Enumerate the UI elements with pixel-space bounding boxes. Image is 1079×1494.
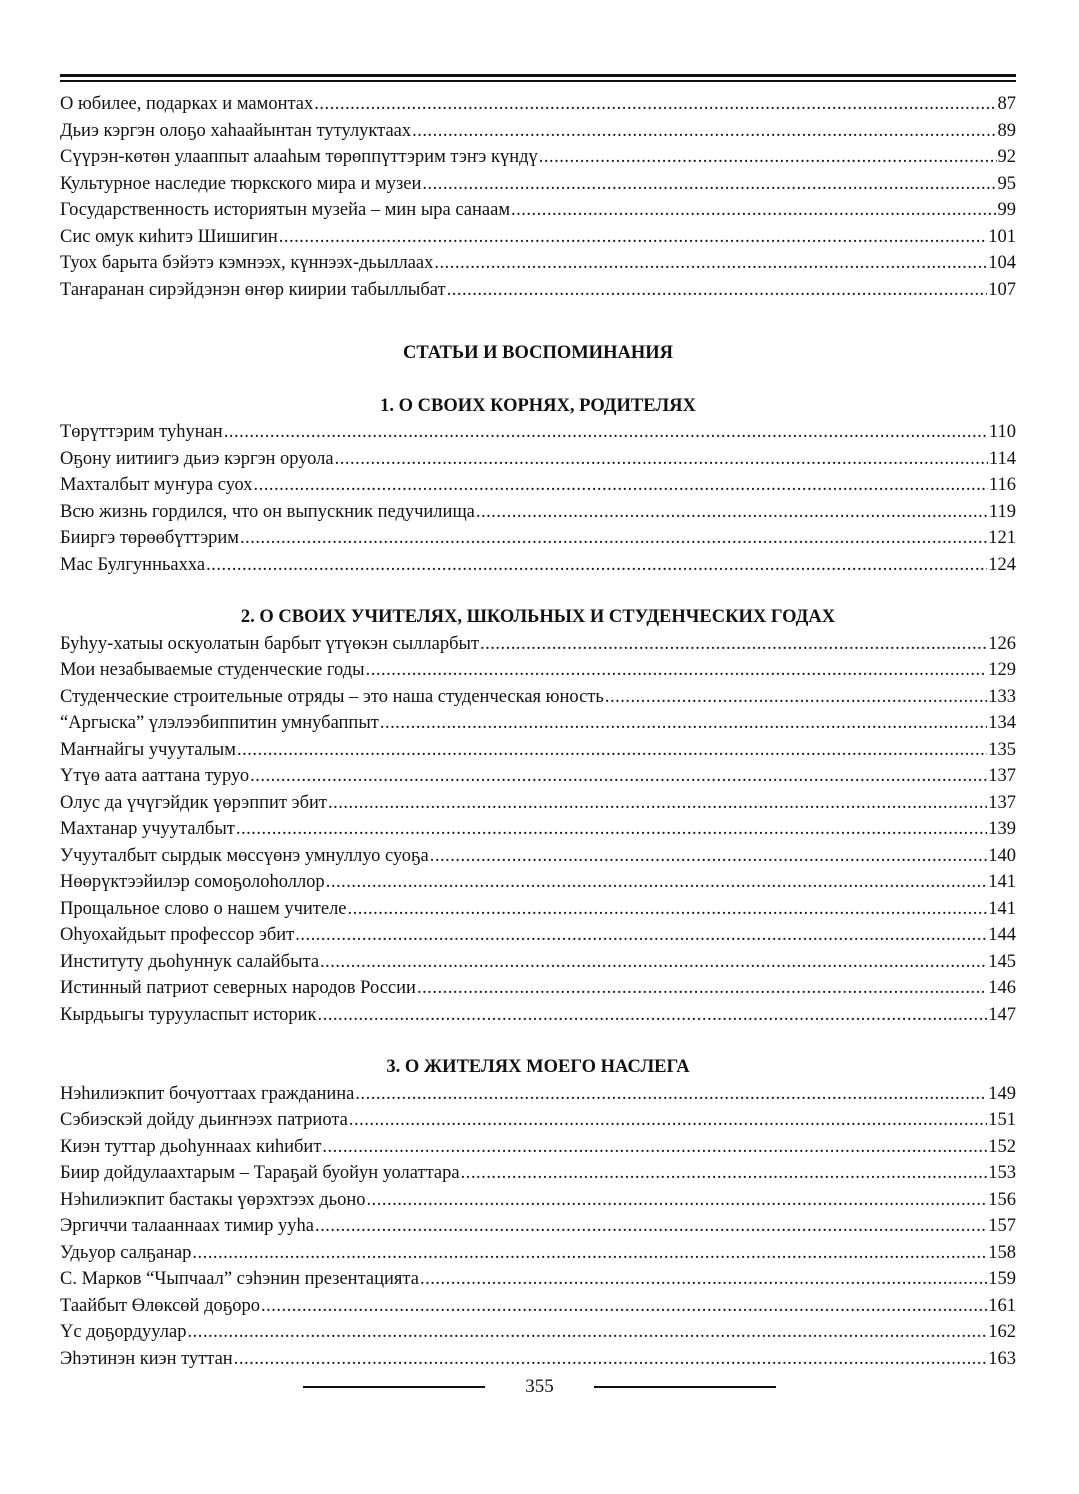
entry-title: Буһуу-хатыы оскуолатын барбыт үтүөкэн сылларбыт [60,633,480,654]
entry-page: 162 [988,1322,1016,1342]
toc-entry [60,737,1016,764]
dot-leader [322,1134,987,1161]
entry-page: 151 [988,1110,1016,1130]
entry-page: 158 [988,1242,1016,1263]
entry-title: Культурное наследие тюркского мира и музеи [60,173,422,194]
entry-page: 107 [988,279,1016,300]
entry-title: Сис омук киһитэ Шишигин [60,226,278,247]
entry-title: Бииргэ төрөөбүттэрим [60,528,240,548]
dot-leader [328,790,987,817]
toc-entry [60,277,1016,304]
entry-page: 124 [988,554,1016,575]
entry-title: Нэһилиэкпит бастакы үөрэхтээх дьоно [60,1189,366,1210]
entry-page: 137 [988,792,1016,813]
entry-page: 101 [988,226,1016,247]
entry-page: 144 [988,925,1016,945]
entry-title: Олус да үчүгэйдик үөрэппит эбит [60,792,327,813]
dot-leader [236,816,987,843]
toc-entry [60,1134,1016,1161]
toc-entry [60,710,1016,737]
toc-entry [60,499,1016,526]
top-rule-thin [60,80,1016,82]
entry-page: 92 [997,147,1016,167]
toc-entry [60,1107,1016,1134]
dot-leader [254,472,988,499]
entry-title: Нөөрүктээйилэр сомоҕолоһоллор [60,872,325,892]
section-heading: 1. О СВОИХ КОРНЯХ, РОДИТЕЛЯХ [380,395,696,416]
entry-page: 139 [988,819,1016,839]
entry-title: Истинный патриот северных народов России [60,978,416,998]
entry-page: 157 [988,1216,1016,1236]
entry-page: 134 [988,713,1016,733]
entry-page: 163 [988,1348,1016,1369]
entry-page: 159 [988,1269,1016,1289]
dot-leader [434,250,987,277]
top-rule-thick [60,74,1016,77]
dot-leader [461,1160,988,1187]
dot-leader [318,1002,988,1029]
entry-page: 121 [988,528,1016,548]
entry-title: О юбилее, подарках и мамонтах [60,94,314,114]
toc-entry [60,896,1016,923]
entry-title: Нэһилиэкпит бочуоттаах гражданина [60,1083,355,1104]
toc-entry [60,1081,1016,1108]
toc-entry [60,631,1016,658]
dot-leader [366,657,988,684]
entry-title: Государственность историятын музейа – мин ыра санаам [60,200,511,220]
entry-page: 152 [988,1136,1016,1157]
entry-page: 141 [988,898,1016,919]
dot-leader [430,843,988,870]
entry-title: С. Марков “Чыпчаал” сэһэнин презентацията [60,1269,419,1289]
entry-page: 95 [997,173,1016,194]
entry-title: Студенческие строительные отряды – это наша студенческая юность [60,686,604,707]
dot-leader [476,499,988,526]
toc-entry [60,975,1016,1002]
entry-page: 89 [997,120,1016,141]
footer-rule-right [594,1386,776,1388]
entry-title: Всю жизнь гордился, что он выпускник педучилища [60,501,475,522]
entry-title: Махталбыт муҥура суох [60,475,253,495]
spacer [60,578,1016,604]
entry-title: Махтанар учууталбыт [60,819,235,839]
dot-leader [295,922,987,949]
entry-page: 149 [988,1083,1016,1104]
entry-page: 137 [988,766,1016,786]
toc-entry [60,144,1016,171]
entry-title: Киэн туттар дьоһуннаах киһибит [60,1136,322,1157]
entry-title: Туох барыта бэйэтэ кэмнээх, күннээх-дьыллаах [60,253,434,273]
toc-entry [60,1187,1016,1214]
toc-entry [60,922,1016,949]
toc-entry [60,525,1016,552]
entry-title: Эһэтинэн киэн туттан [60,1348,233,1369]
toc-entry [60,1213,1016,1240]
entry-page: 141 [988,872,1016,892]
entry-title: Кырдьыгы туруулаcпыт историк [60,1004,317,1025]
toc-entry [60,419,1016,446]
toc-entry [60,552,1016,579]
toc-entry [60,949,1016,976]
spacer [60,1028,1016,1054]
dot-leader [349,1107,987,1134]
dot-leader [355,1081,987,1108]
entry-title: Эргиччи талааннаах тимир ууһа [60,1216,314,1236]
entry-page: 116 [988,475,1016,495]
entry-title: “Аргыска” үлэлээбиппитин умнубаппыт [60,713,379,733]
entry-page: 104 [988,253,1016,273]
toc-entry [60,843,1016,870]
toc-entry [60,816,1016,843]
dot-leader [480,631,987,658]
entry-title: Биир дойдулаахтарым – Тараҕай буойун уолаттара [60,1163,460,1183]
entry-title: Үс доҕордуулар [60,1322,187,1342]
dot-leader [234,1346,988,1373]
entry-title: Мои незабываемые студенческие годы [60,660,365,680]
toc-entry [60,1319,1016,1346]
toc-entry [60,118,1016,145]
dot-leader [250,763,987,790]
entry-page: 133 [988,686,1016,707]
dot-leader [261,1293,987,1320]
page-footer [0,1376,1079,1398]
toc-entry [60,91,1016,118]
entry-page: 119 [988,501,1016,522]
entry-page: 153 [988,1163,1016,1183]
entry-page: 129 [988,660,1016,680]
dot-leader [422,171,996,198]
toc-entry [60,1293,1016,1320]
spacer [60,303,1016,340]
footer-rule-left [303,1386,485,1388]
toc-entry [60,1266,1016,1293]
dot-leader [315,1213,987,1240]
toc-entry [60,657,1016,684]
dot-leader [348,896,988,923]
entry-page: 146 [988,978,1016,998]
entry-page: 114 [988,448,1016,469]
dot-leader [380,710,987,737]
toc-entry [60,1346,1016,1373]
entry-title: Сүүрэн-көтөн улааппыт алааһым төрөппүттэрим тэҥэ күндү [60,147,538,167]
dot-leader [412,118,996,145]
dot-leader [326,869,988,896]
entry-page: 156 [988,1189,1016,1210]
entry-page: 110 [988,422,1016,442]
entry-page: 135 [988,739,1016,760]
entry-title: Прощальное слово о нашем учителе [60,898,347,919]
dot-leader [237,737,987,764]
dot-leader [279,224,987,251]
entry-title: Сэбиэскэй дойду дьиҥнээх патриота [60,1110,348,1130]
dot-leader [192,1240,987,1267]
entry-title: Дьиэ кэргэн олоҕо хаһаайынтан тутулуктаах [60,120,412,141]
dot-leader [314,91,996,118]
entry-title: Оҕону иитиигэ дьиэ кэргэн оруола [60,448,334,469]
entry-title: Таҥаранан сирэйдэнэн өҥөр киирии табыллыбат [60,279,446,300]
table-of-contents [60,91,1016,1372]
toc-entry [60,684,1016,711]
dot-leader [447,277,988,304]
dot-leader [420,1266,987,1293]
dot-leader [240,525,987,552]
entry-title: Маҥнайгы учууталым [60,739,236,760]
section-heading: 3. О ЖИТЕЛЯХ МОЕГО НАСЛЕГА [386,1057,690,1077]
dot-leader [206,552,987,579]
section-heading: 2. О СВОИХ УЧИТЕЛЯХ, ШКОЛЬНЫХ И СТУДЕНЧЕСКИХ ГОДАХ [240,607,836,627]
toc-entry [60,197,1016,224]
toc-entry [60,446,1016,473]
dot-leader [539,144,997,171]
entry-page: 99 [997,200,1016,220]
entry-page: 126 [988,633,1016,654]
toc-entry [60,1160,1016,1187]
entry-title: Оһуохайдьыт профессор эбит [60,925,295,945]
entry-title: Төрүттэрим туһунан [60,422,223,442]
toc-entry [60,1002,1016,1029]
entry-title: Учууталбыт сырдык мөссүөнэ умнуллуо суоҕа [60,845,429,866]
part-title: СТАТЬИ И ВОСПОМИНАНИЯ [403,343,673,363]
page-number: 355 [525,1376,554,1397]
dot-leader [366,1187,987,1214]
toc-entry [60,1240,1016,1267]
dot-leader [224,419,988,446]
entry-title: Мас Булгунньахха [60,554,206,575]
toc-entry [60,171,1016,198]
toc-entry [60,250,1016,277]
entry-page: 145 [988,951,1016,972]
entry-title: Институту дьоһуннук салайбыта [60,951,320,972]
toc-entry [60,790,1016,817]
dot-leader [320,949,987,976]
entry-page: 161 [988,1295,1016,1316]
entry-page: 87 [997,94,1016,114]
dot-leader [417,975,987,1002]
spacer [60,367,1016,393]
dot-leader [605,684,987,711]
entry-title: Үтүө аата ааттана туруо [60,766,250,786]
entry-title: Удьуор салҕанар [60,1242,192,1263]
entry-title: Таайбыт Өлөксөй доҕоро [60,1295,261,1316]
toc-entry [60,869,1016,896]
toc-entry [60,472,1016,499]
dot-leader [187,1319,987,1346]
dot-leader [511,197,996,224]
entry-page: 147 [988,1004,1016,1025]
toc-entry [60,763,1016,790]
entry-page: 140 [988,845,1016,866]
dot-leader [335,446,988,473]
toc-entry [60,224,1016,251]
